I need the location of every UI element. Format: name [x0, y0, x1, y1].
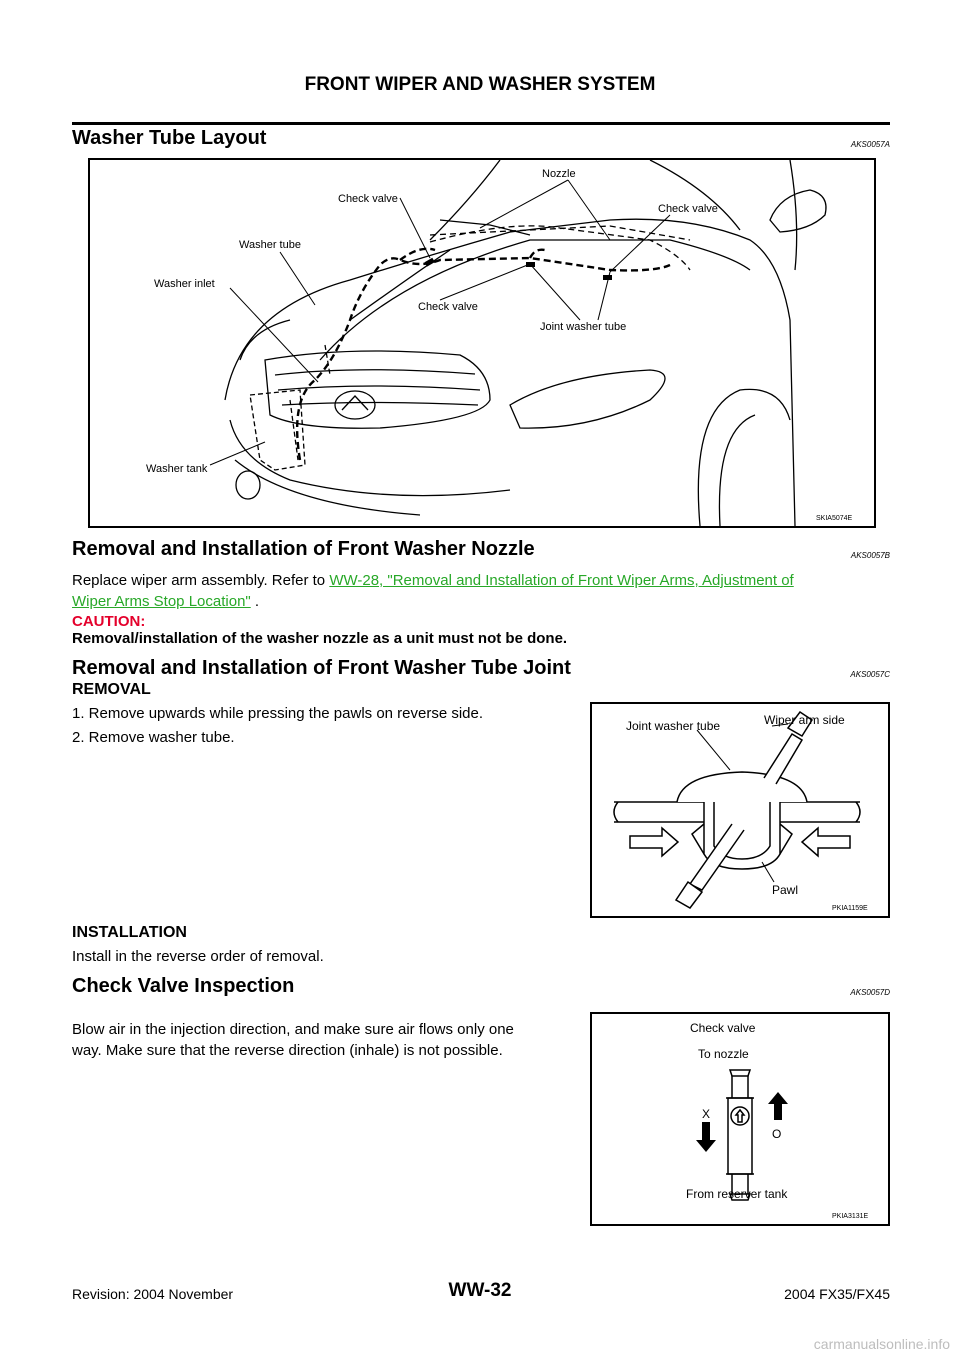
- figure-code: PKIA1159E: [832, 905, 868, 912]
- section-title-joint: Removal and Installation of Front Washer Tube Joint: [72, 657, 571, 679]
- check-valve-text-line1: Blow air in the injection direction, and make sure air flows only one: [72, 1021, 514, 1038]
- reference-text: Replace wiper arm assembly. Refer to: [72, 572, 326, 589]
- caution-label: CAUTION:: [72, 613, 146, 630]
- removal-step-2: 2. Remove washer tube.: [72, 729, 235, 746]
- check-valve-text-line2: way. Make sure that the reverse direction (inhale) is not possible.: [72, 1042, 503, 1059]
- page-header-title: FRONT WIPER AND WASHER SYSTEM: [304, 74, 656, 95]
- label-check-valve-mid: Check valve: [418, 301, 478, 313]
- figure-code: SKIA5074E: [816, 515, 853, 522]
- label-check-valve: Check valve: [690, 1021, 756, 1035]
- caution-text: Removal/installation of the washer nozzle as a unit must not be done.: [72, 630, 568, 647]
- header-rule: [72, 122, 890, 125]
- check-valve-diagram: [592, 1014, 888, 1224]
- label-check-valve-top: Check valve: [338, 193, 398, 205]
- washer-tube-layout-diagram: [90, 160, 874, 526]
- label-x-mark: X: [702, 1107, 711, 1121]
- label-wiper-arm-side: Wiper arm side: [764, 713, 845, 727]
- removal-heading: REMOVAL: [72, 681, 151, 698]
- footer-model: 2004 FX35/FX45: [784, 1286, 890, 1302]
- section-title-washer-tube-layout: Washer Tube Layout: [72, 127, 267, 149]
- footer-revision: Revision: 2004 November: [72, 1286, 234, 1302]
- label-check-valve-right: Check valve: [658, 203, 718, 215]
- section-code: AKS0057C: [850, 670, 890, 679]
- section-code: AKS0057A: [850, 140, 890, 149]
- section-title-nozzle: Removal and Installation of Front Washer Nozzle: [72, 538, 535, 560]
- installation-text: Install in the reverse order of removal.: [72, 948, 324, 965]
- figure-code: PKIA3131E: [832, 1213, 869, 1220]
- section-code: AKS0057B: [850, 551, 890, 560]
- label-washer-inlet: Washer inlet: [154, 278, 215, 290]
- label-washer-tank: Washer tank: [146, 463, 208, 475]
- label-joint-washer-tube: Joint washer tube: [540, 321, 627, 333]
- label-joint-washer-tube: Joint washer tube: [626, 719, 721, 733]
- reference-link-line1[interactable]: WW-28, "Removal and Installation of Front Wiper Arms, Adjustment of: [329, 572, 794, 589]
- reference-text-end: .: [254, 593, 260, 610]
- label-pawl: Pawl: [772, 883, 799, 897]
- joint-washer-tube-diagram: [592, 704, 888, 916]
- washer-tube-layout-figure: [88, 158, 876, 528]
- label-from-reservoir: From reserver tank: [686, 1187, 788, 1201]
- label-to-nozzle: To nozzle: [698, 1047, 749, 1061]
- reference-link-line2[interactable]: Wiper Arms Stop Location": [72, 593, 251, 610]
- section-code: AKS0057D: [850, 988, 890, 997]
- label-washer-tube: Washer tube: [239, 239, 301, 251]
- removal-step-1: 1. Remove upwards while pressing the pawls on reverse side.: [72, 705, 484, 722]
- page-number: WW-32: [448, 1280, 512, 1301]
- nozzle-reference-paragraph: [72, 570, 890, 612]
- section-title-check-valve: Check Valve Inspection: [72, 975, 295, 997]
- watermark: carmanualsonline.info: [813, 1336, 950, 1352]
- label-o-mark: O: [772, 1127, 782, 1141]
- installation-heading: INSTALLATION: [72, 924, 187, 941]
- joint-washer-tube-figure: [590, 702, 890, 918]
- check-valve-figure: [590, 1012, 890, 1226]
- label-nozzle: Nozzle: [542, 168, 576, 180]
